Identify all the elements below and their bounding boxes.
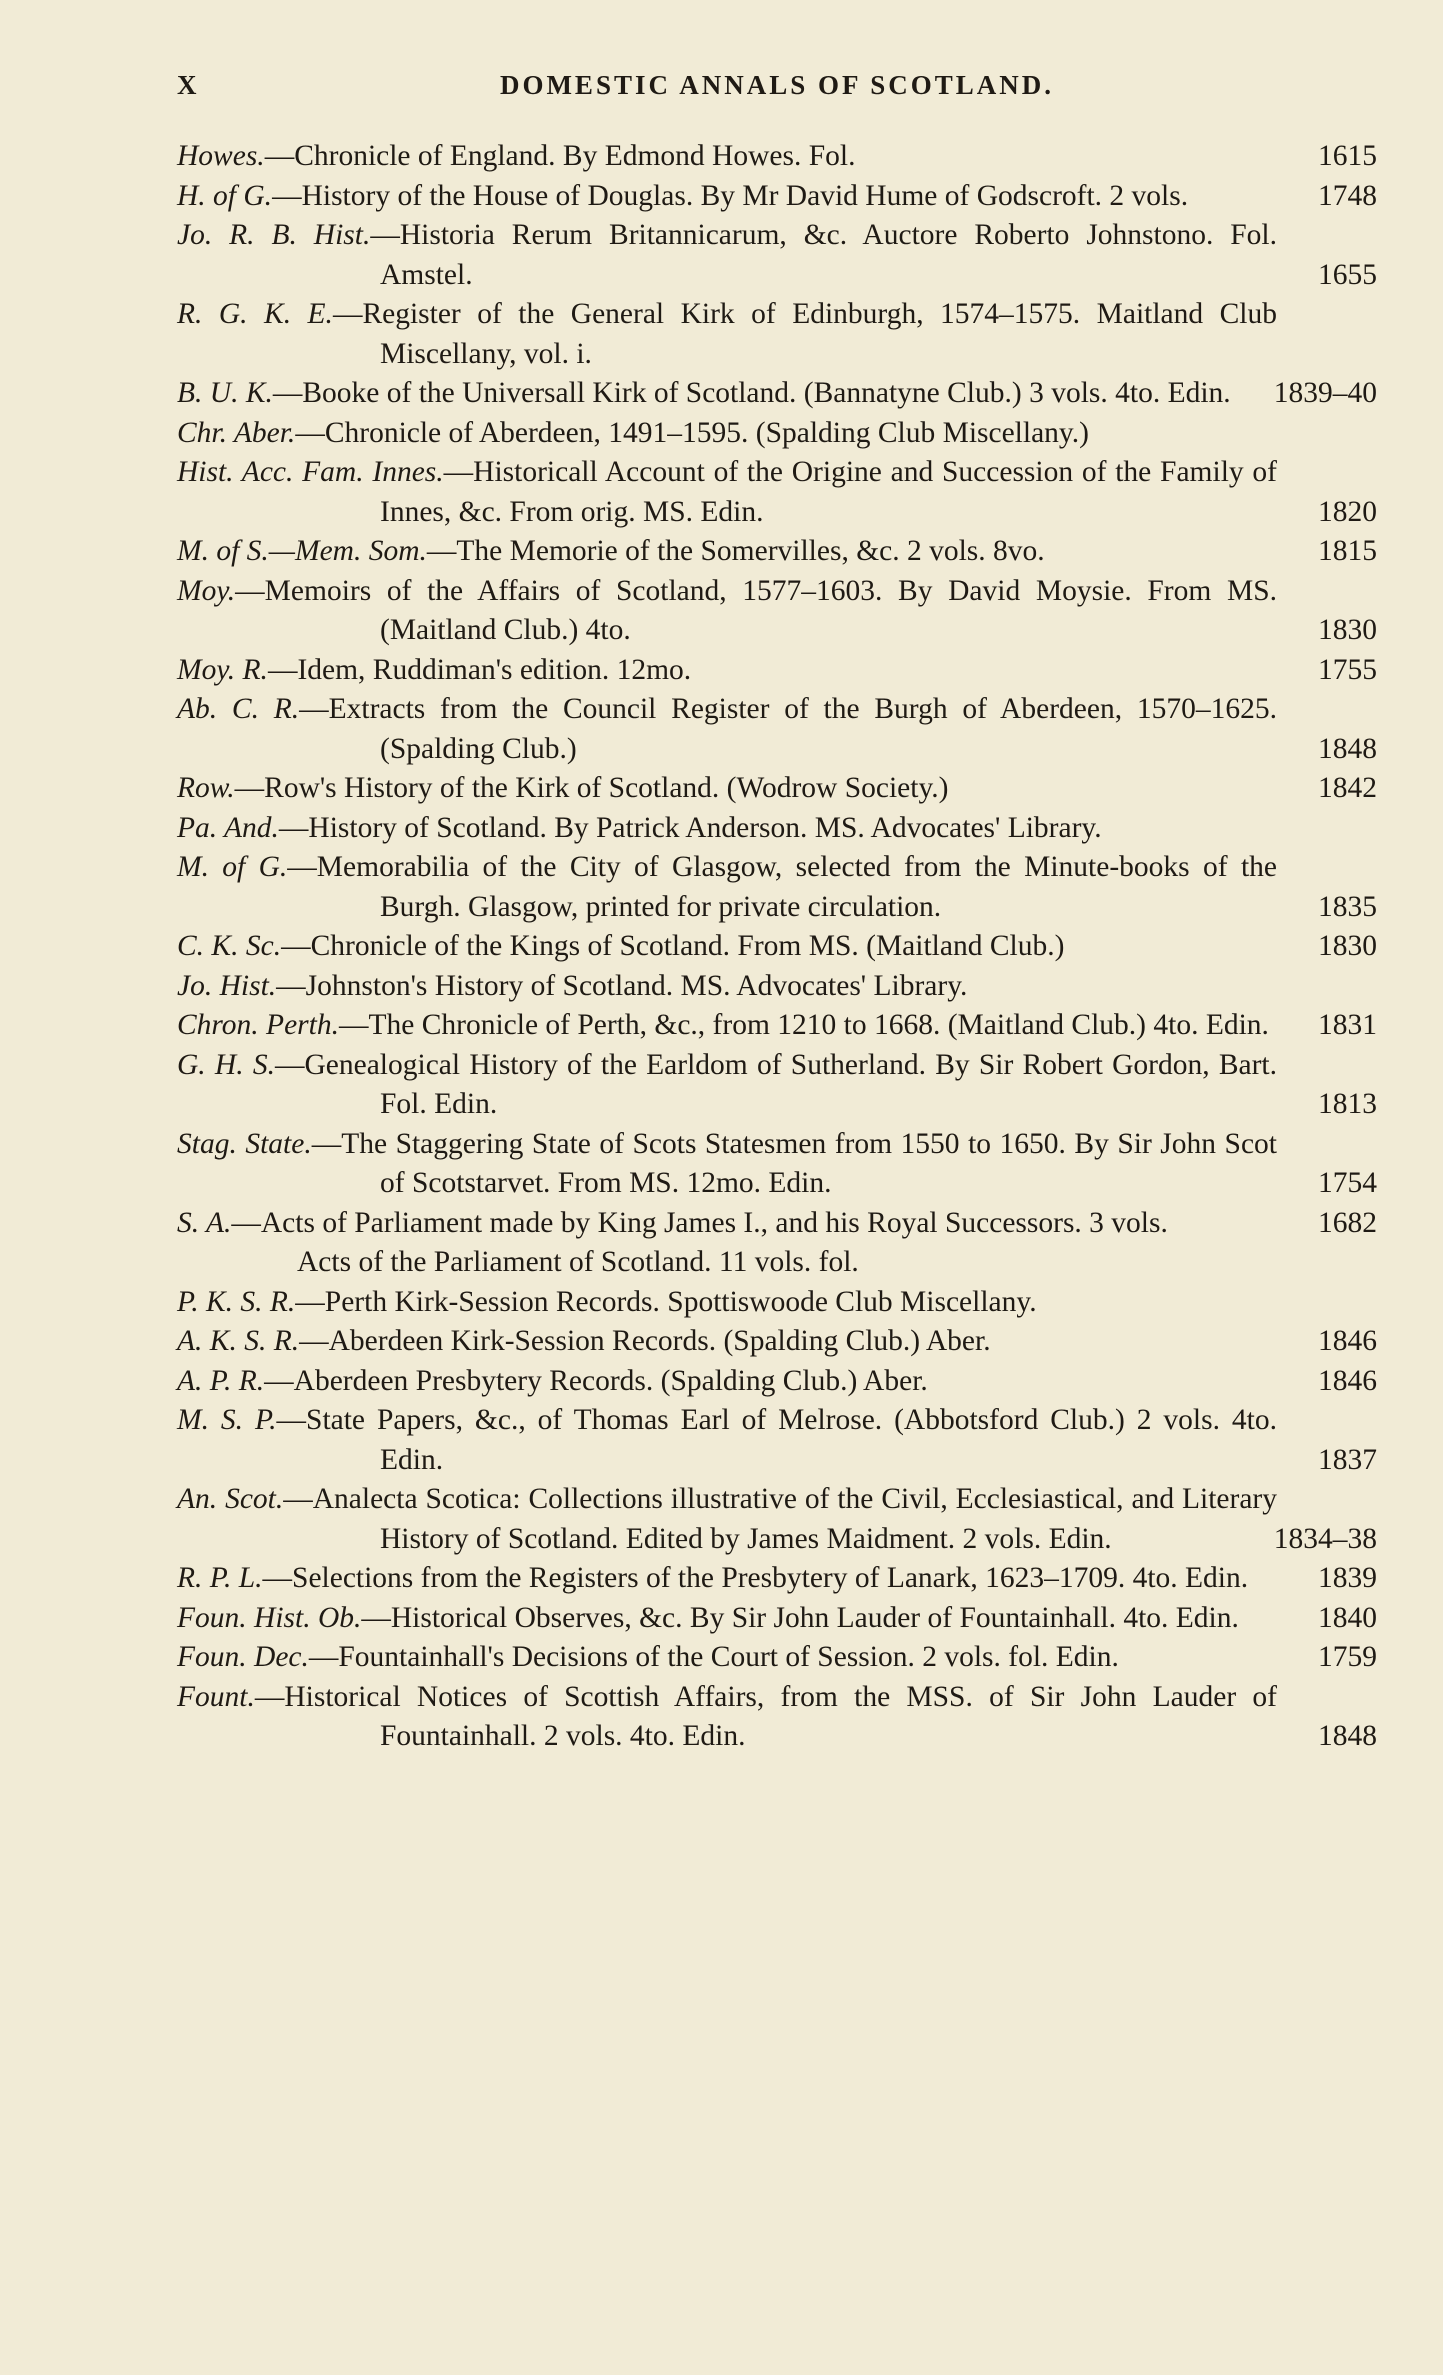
entry-abbreviation: Ab. C. R. xyxy=(177,693,300,725)
bibliography-entry xyxy=(177,572,1377,651)
entry-description: —Memorabilia of the City of Glasgow, selected from the Minute-books of the Burgh. Glasgow, printed for private circulation. xyxy=(287,851,1277,923)
entry-description: —The Chronicle of Perth, &c., from 1210 to 1668. (Maitland Club.) 4to. Edin. xyxy=(338,1009,1269,1041)
entry-description: —Chronicle of England. By Edmond Howes. Fol. xyxy=(264,140,856,172)
entry-description: —History of the House of Douglas. By Mr David Hume of Godscroft. 2 vols. xyxy=(272,179,1189,212)
running-head: DOMESTIC ANNALS OF SCOTLAND. xyxy=(499,70,1055,100)
bibliography-entry xyxy=(177,1638,1377,1678)
bibliography-entry xyxy=(177,1204,1377,1244)
bibliography-entry xyxy=(177,1046,1377,1125)
bibliography-entry xyxy=(177,1362,1377,1402)
entry-abbreviation: Row. xyxy=(177,772,235,804)
entry-description: —Historicall Account of the Origine and Succession of the Family of Innes, &c. From orig. MS. Edin. xyxy=(380,456,1277,528)
entry-year: 1815 xyxy=(1318,535,1377,567)
bibliography-entry xyxy=(177,137,1377,177)
bibliography-entry xyxy=(177,651,1377,691)
entry-description: —Register of the General Kirk of Edinburgh, 1574–1575. Maitland Club Miscellany, vol. i. xyxy=(332,298,1277,370)
entry-year: 1835 xyxy=(1318,890,1377,923)
entry-year: 1615 xyxy=(1318,140,1377,172)
entry-year: 1830 xyxy=(1318,930,1377,962)
entry-abbreviation: Pa. And. xyxy=(177,811,279,844)
entry-year: 1840 xyxy=(1318,1601,1377,1634)
entry-year: 1682 xyxy=(1318,1206,1377,1239)
bibliography-entry xyxy=(177,1678,1377,1757)
entry-abbreviation: P. K. S. R. xyxy=(177,1285,296,1318)
bibliography-entry xyxy=(177,374,1377,414)
entry-abbreviation: Hist. Acc. Fam. Innes. xyxy=(177,456,444,488)
entry-description: —Historical Observes, &c. By Sir John Lauder of Fountainhall. 4to. Edin. xyxy=(361,1601,1239,1634)
entry-abbreviation: M. of S.—Mem. Som. xyxy=(177,535,427,567)
bibliography-entry xyxy=(177,1480,1377,1559)
entry-abbreviation: Jo. Hist. xyxy=(177,969,277,1002)
bibliography-entry xyxy=(177,1322,1377,1362)
entry-abbreviation: R. P. L. xyxy=(177,1562,263,1594)
bibliography-entry xyxy=(177,414,1377,454)
bibliography-entry xyxy=(177,1006,1377,1046)
entry-description: —Extracts from the Council Register of the Burgh of Aberdeen, 1570–1625. (Spalding Club.) xyxy=(299,693,1277,765)
entry-abbreviation: An. Scot. xyxy=(177,1483,284,1515)
entry-description: —The Staggering State of Scots Statesmen from 1550 to 1650. By Sir John Scot of Scotstarvet. From MS. 12mo. Edin. xyxy=(311,1127,1277,1199)
entry-abbreviation: Jo. R. B. Hist. xyxy=(177,219,371,251)
entry-abbreviation: R. G. K. E. xyxy=(177,298,333,330)
entry-abbreviation: Chron. Perth. xyxy=(177,1009,339,1041)
bibliography-entry xyxy=(177,1283,1377,1323)
entry-year: 1831 xyxy=(1318,1009,1377,1041)
entry-year: 1655 xyxy=(1318,258,1377,291)
bibliography-entry xyxy=(177,967,1377,1007)
bibliography-entry xyxy=(177,927,1377,967)
entry-abbreviation: Howes. xyxy=(177,140,265,172)
entry-year: 1834–38 xyxy=(1273,1522,1377,1555)
entry-description: Acts of the Parliament of Scotland. 11 vols. fol. xyxy=(297,1246,859,1278)
bibliography-entry xyxy=(177,177,1377,217)
entry-description: —Perth Kirk-Session Records. Spottiswoode Club Miscellany. xyxy=(295,1285,1037,1318)
bibliography-entry xyxy=(177,809,1377,849)
entry-abbreviation: Chr. Aber. xyxy=(177,416,296,449)
entry-abbreviation: A. K. S. R. xyxy=(177,1325,300,1357)
entry-description: —History of Scotland. By Patrick Anderson. MS. Advocates' Library. xyxy=(278,811,1102,844)
entry-description: —Johnston's History of Scotland. MS. Advocates' Library. xyxy=(276,969,968,1002)
entry-year: 1846 xyxy=(1318,1325,1377,1357)
entry-year: 1848 xyxy=(1318,1720,1377,1752)
entry-description: —Selections from the Registers of the Presbytery of Lanark, 1623–1709. 4to. Edin. xyxy=(262,1562,1249,1594)
entry-abbreviation: S. A. xyxy=(177,1206,232,1239)
bibliography-entry xyxy=(177,1559,1377,1599)
entry-year: 1839 xyxy=(1318,1562,1377,1594)
entry-description: —Historia Rerum Britannicarum, &c. Auctore Roberto Johnstono. Fol. Amstel. xyxy=(370,219,1277,291)
entry-description: —Row's History of the Kirk of Scotland. (Wodrow Society.) xyxy=(234,772,949,804)
entry-abbreviation: B. U. K. xyxy=(177,377,273,409)
bibliography-entry xyxy=(177,1243,1377,1283)
entry-description: —The Memorie of the Somervilles, &c. 2 vols. 8vo. xyxy=(426,535,1045,567)
bibliography-entry xyxy=(177,216,1377,295)
entry-description: —Idem, Ruddiman's edition. 12mo. xyxy=(267,653,692,686)
entry-abbreviation: M. of G. xyxy=(177,851,288,883)
entry-year: 1820 xyxy=(1318,495,1377,528)
bibliography-list xyxy=(177,137,1377,1757)
entry-abbreviation: Foun. Hist. Ob. xyxy=(177,1601,362,1634)
entry-year: 1846 xyxy=(1318,1364,1377,1397)
entry-description: —State Papers, &c., of Thomas Earl of Melrose. (Abbotsford Club.) 2 vols. 4to. Edin. xyxy=(276,1404,1277,1476)
bibliography-entry xyxy=(177,295,1377,374)
bibliography-entry xyxy=(177,453,1377,532)
bibliography-entry xyxy=(177,1599,1377,1639)
entry-year: 1839–40 xyxy=(1273,377,1377,409)
entry-description: —Historical Notices of Scottish Affairs, from the MSS. of Sir John Lauder of Fountainhall. 2 vols. 4to. Edin. xyxy=(254,1680,1277,1752)
entry-abbreviation: Fount. xyxy=(177,1680,255,1713)
entry-description: —Acts of Parliament made by King James I., and his Royal Successors. 3 vols. xyxy=(231,1206,1168,1239)
bibliography-entry xyxy=(177,1401,1377,1480)
entry-year: 1830 xyxy=(1318,614,1377,646)
entry-abbreviation: A. P. R. xyxy=(177,1364,265,1397)
page-number: X xyxy=(177,70,198,100)
entry-year: 1837 xyxy=(1318,1443,1377,1476)
entry-year: 1759 xyxy=(1318,1641,1377,1673)
entry-year: 1748 xyxy=(1318,179,1377,212)
entry-abbreviation: G. H. S. xyxy=(177,1048,275,1081)
bibliography-entry xyxy=(177,1125,1377,1204)
entry-description: —Chronicle of the Kings of Scotland. From MS. (Maitland Club.) xyxy=(281,930,1065,962)
bibliography-entry xyxy=(177,769,1377,809)
entry-abbreviation: M. S. P. xyxy=(177,1404,277,1436)
entry-year: 1813 xyxy=(1318,1088,1377,1120)
entry-year: 1754 xyxy=(1318,1167,1377,1199)
entry-abbreviation: Foun. Dec. xyxy=(177,1641,309,1673)
entry-year: 1755 xyxy=(1318,653,1377,686)
bibliography-entry xyxy=(177,532,1377,572)
entry-abbreviation: C. K. Sc. xyxy=(177,930,282,962)
entry-description: —Booke of the Universall Kirk of Scotland. (Bannatyne Club.) 3 vols. 4to. Edin. xyxy=(272,377,1231,409)
entry-description: —Genealogical History of the Earldom of Sutherland. By Sir Robert Gordon, Bart. Fol. Edin. xyxy=(274,1048,1277,1120)
page-header xyxy=(177,70,1377,110)
entry-abbreviation: Moy. xyxy=(177,574,236,607)
entry-description: —Analecta Scotica: Collections illustrative of the Civil, Ecclesiastical, and Literary History of Scotland. Edited by James Maidment. 2 vols. Edin. xyxy=(283,1483,1277,1555)
entry-description: —Memoirs of the Affairs of Scotland, 1577–1603. By David Moysie. From MS. (Maitland Club.) 4to. xyxy=(235,574,1277,646)
entry-description: —Aberdeen Kirk-Session Records. (Spalding Club.) Aber. xyxy=(299,1325,991,1357)
entry-abbreviation: H. of G. xyxy=(177,179,273,212)
entry-description: —Chronicle of Aberdeen, 1491–1595. (Spalding Club Miscellany.) xyxy=(295,416,1089,449)
entry-year: 1842 xyxy=(1318,772,1377,804)
bibliography-entry xyxy=(177,848,1377,927)
entry-description: —Fountainhall's Decisions of the Court of Session. 2 vols. fol. Edin. xyxy=(308,1641,1119,1673)
entry-abbreviation: Stag. State. xyxy=(177,1127,312,1160)
bibliography-entry xyxy=(177,690,1377,769)
entry-abbreviation: Moy. R. xyxy=(177,653,268,686)
entry-year: 1848 xyxy=(1318,732,1377,765)
entry-description: —Aberdeen Presbytery Records. (Spalding Club.) Aber. xyxy=(264,1364,928,1397)
